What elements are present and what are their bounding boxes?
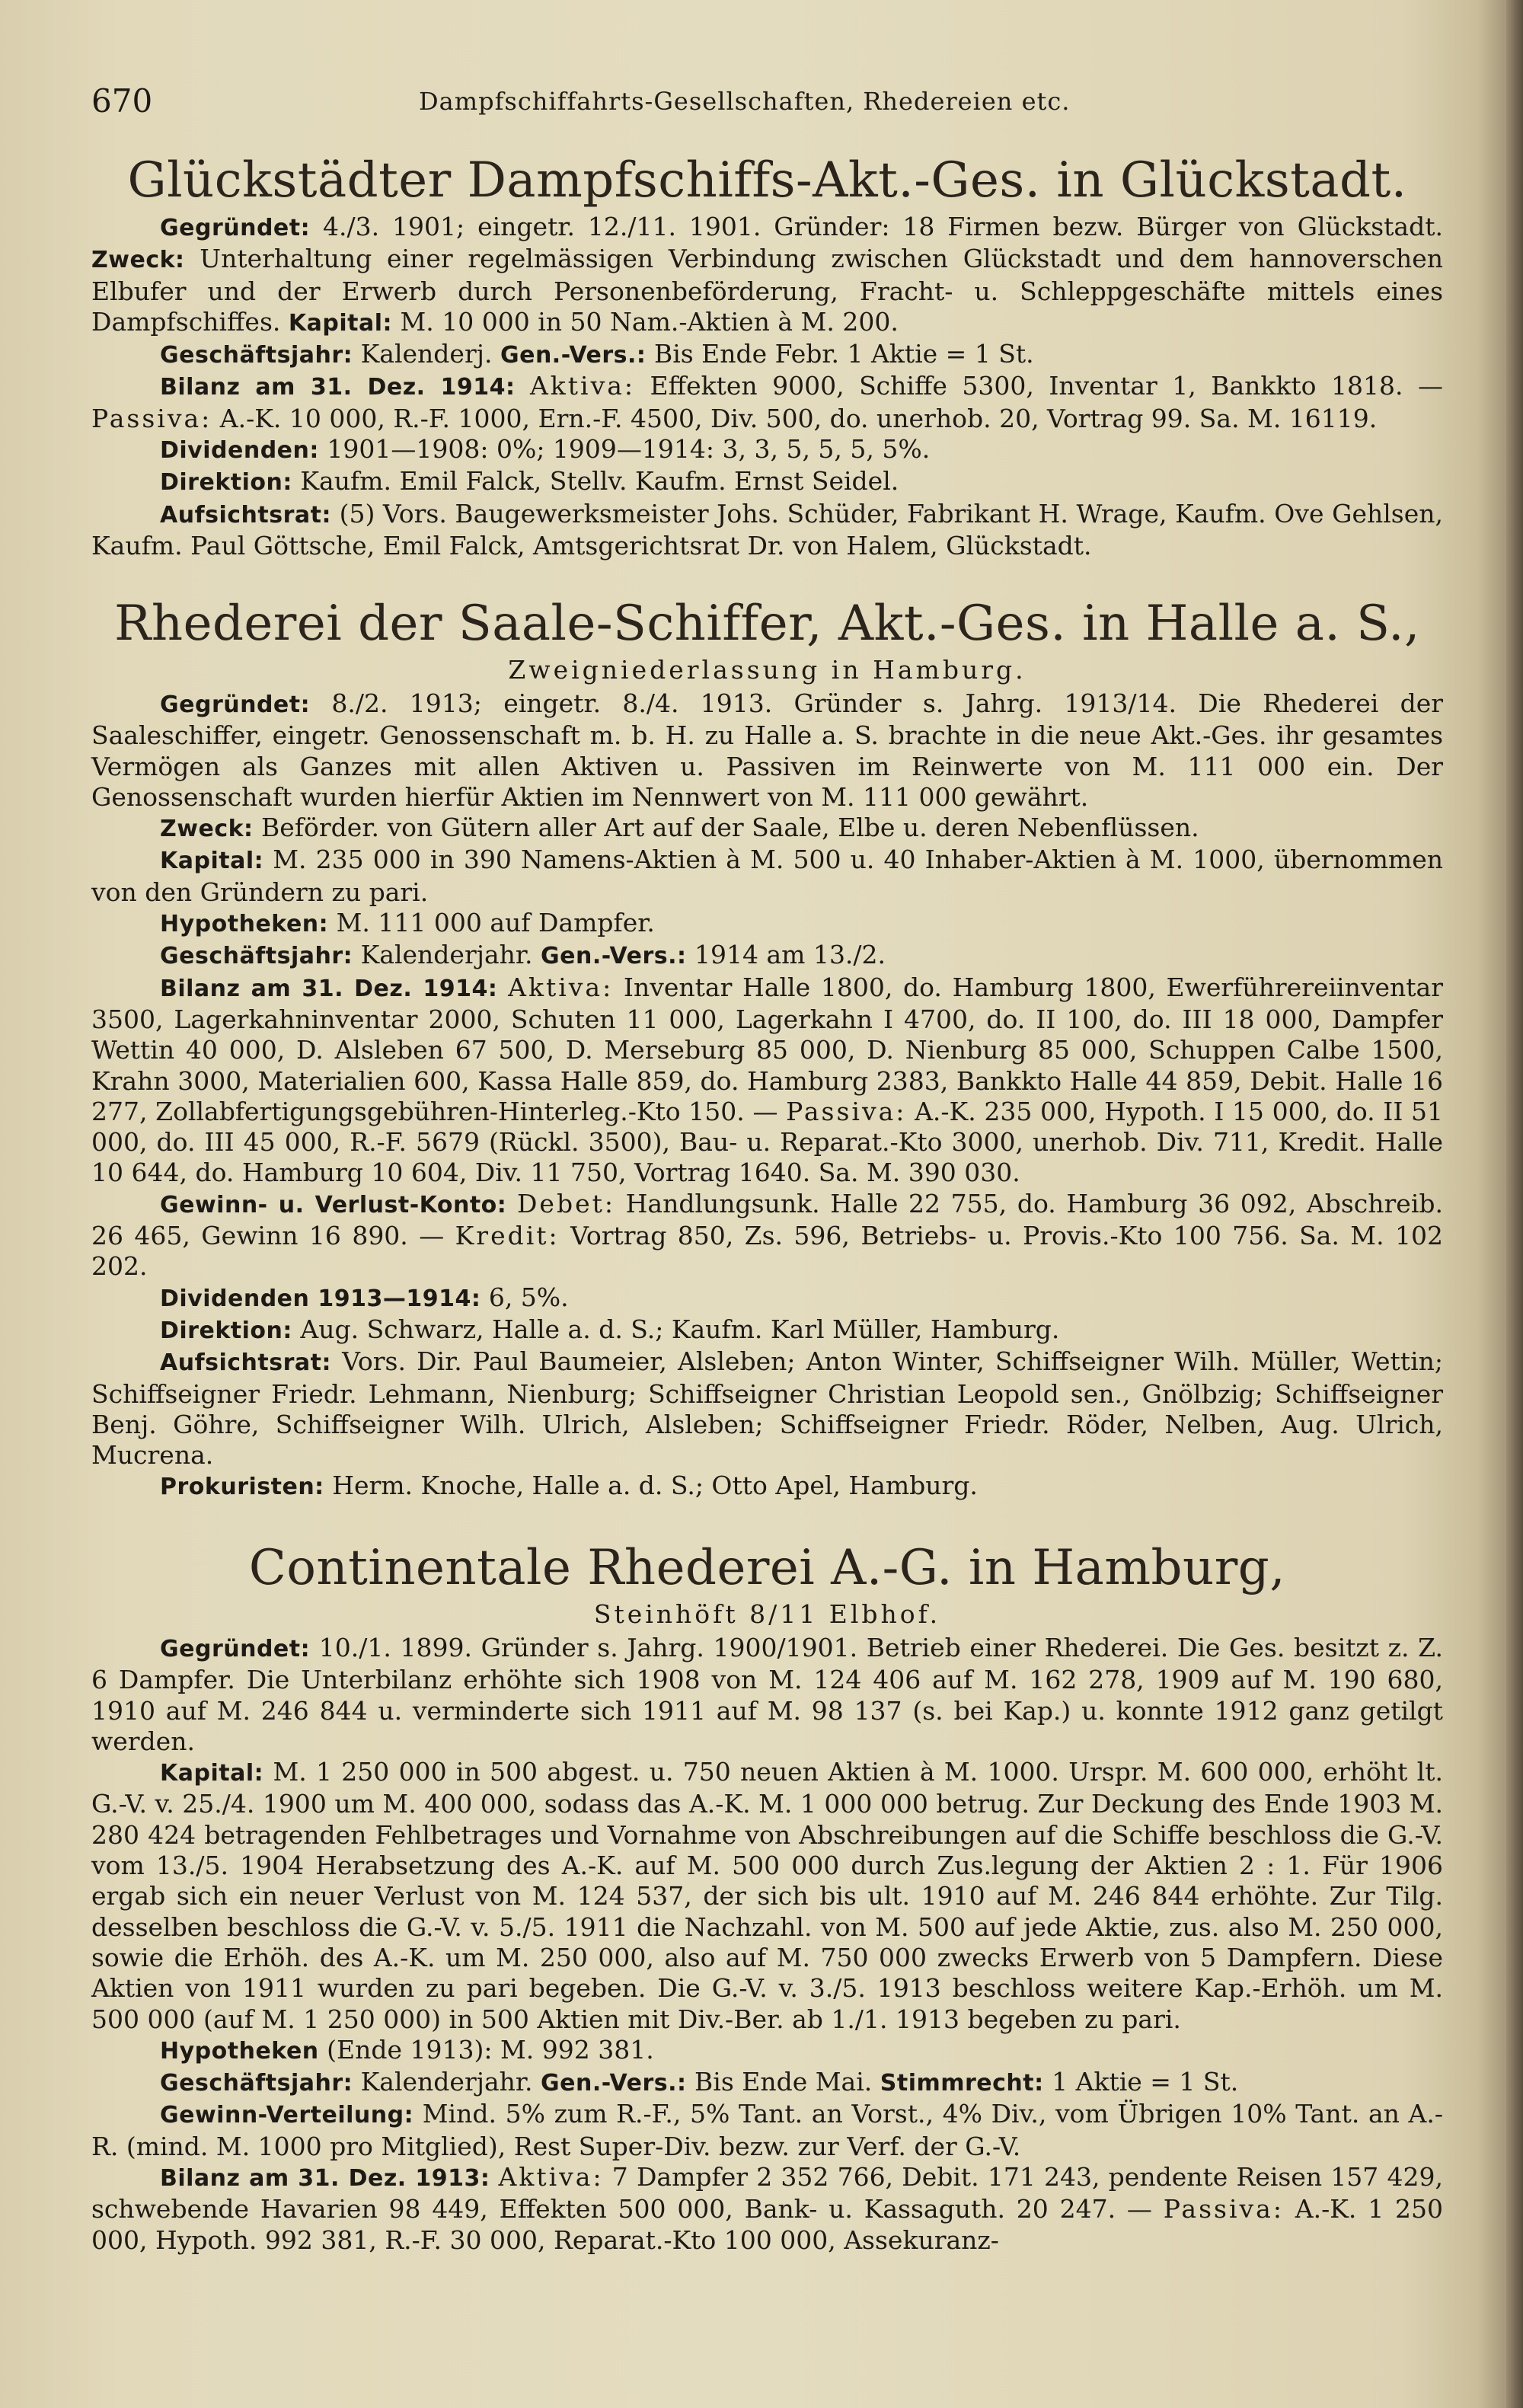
balance-label: Bilanz am 31. Dez. 1914:: [160, 975, 498, 1002]
assets-text: Effekten 9000, Schiffe 5300, Inventar 1, Bankkto 1818. —: [650, 371, 1443, 401]
liabilities-label: Passiva:: [91, 403, 212, 433]
page-number: 670: [91, 82, 153, 120]
credit-text: Vortrag 850, Zs. 596, Betriebs- u. Provis.-Kto 100 756. Sa. M. 102 202.: [91, 1221, 1443, 1282]
profit-loss-paragraph: [91, 1189, 1443, 1282]
fiscal-year-text: Kalenderj.: [360, 339, 493, 369]
liabilities-text: A.-K. 1 250 000, Hypoth. 992 381, R.-F. 30 000, Reparat.-Kto 100 000, Assekuranz-: [91, 2194, 1443, 2255]
assets-text: 7 Dampfer 2 352 766, Debit. 171 243, pendente Reisen 157 429, schwebende Havarien 98 449, Effekten 500 000, Bank- u. Kassaguth. 20 247. —: [91, 2162, 1443, 2224]
board-label: Direktion:: [160, 1317, 292, 1344]
entry-saale-schiffer: [91, 592, 1443, 1503]
dividends-paragraph: [91, 434, 1443, 466]
mortgage-text: M. 992 381.: [500, 2034, 654, 2065]
supervisory-label: Aufsichtsrat:: [160, 1349, 331, 1377]
founded-paragraph: [91, 688, 1443, 813]
purpose-paragraph: [91, 813, 1443, 845]
capital-paragraph: [91, 1757, 1443, 2035]
fiscal-paragraph: [91, 339, 1443, 371]
purpose-text: Beförder. von Gütern aller Art auf der Saale, Elbe u. deren Nebenflüssen.: [261, 813, 1199, 843]
profit-loss-label: Gewinn- u. Verlust-Konto:: [160, 1191, 507, 1218]
dividends-paragraph: [91, 1282, 1443, 1314]
general-meeting-text: 1914 am 13./2.: [694, 940, 886, 970]
mortgage-date: (Ende 1913):: [327, 2034, 493, 2065]
entry-continentale-rhederei: [91, 1537, 1443, 2256]
balance-paragraph: [91, 2162, 1443, 2256]
fiscal-year-label: Geschäftsjahr:: [160, 2070, 353, 2097]
dividends-label: Dividenden:: [160, 437, 319, 465]
supervisory-text: Vors. Dir. Paul Baumeier, Alsleben; Anton Winter, Schiffseigner Wilh. Müller, Wettin; Schiffseigner Friedr. Lehmann, Nienburg; Schiffseigner Christian Leopold sen., Gnölbzig; Schiffseigner Benj. Göhre, Schiffseigner Wilh. Ulrich, Alsleben; Schiffseigner Friedr. Röder, Nelben, Aug. Ulrich, Mucrena.: [91, 1346, 1443, 1471]
fiscal-year-text: Kalenderjahr.: [360, 940, 533, 970]
dividends-text: 1901—1908: 0%; 1909—1914: 3, 3, 5, 5, 5, 5%.: [327, 434, 931, 465]
board-paragraph: [91, 1314, 1443, 1346]
liabilities-text: A.-K. 10 000, R.-F. 1000, Ern.-F. 4500, Div. 500, do. unerhob. 20, Vortrag 99. Sa. M. 16119.: [219, 403, 1378, 433]
liabilities-label: Passiva:: [786, 1096, 907, 1126]
general-meeting-label: Gen.-Vers.:: [541, 2070, 687, 2097]
capital-text: M. 1 250 000 in 500 abgest. u. 750 neuen Aktien à M. 1000. Urspr. M. 600 000, erhöht lt. G.-V. v. 25./4. 1900 um M. 400 000, sodass das A.-K. M. 1 000 000 betrug. Zur Deckung des Ende 1903 M. 280 424 betragenden Fehlbetrages und Vornahme von Abschreibungen auf die Schiffe beschloss die G.-V. vom 13./5. 1904 Herabsetzung des A.-K. auf M. 500 000 durch Zus.legung der Aktien 2 : 1. Für 1906 ergab sich ein neuer Verlust von M. 124 537, der sich bis ult. 1910 auf M. 246 844 erhöhte. Zur Tilg. desselben beschloss die G.-V. v. 5./5. 1911 die Nachzahl. von M. 500 auf jede Aktie, zus. also M. 250 000, sowie die Erhöh. des A.-K. um M. 250 000, also auf M. 750 000 zwecks Erwerb von 5 Dampfern. Diese Aktien von 1911 wurden zu pari begeben. Die G.-V. v. 3./5. 1913 beschloss weitere Kap.-Erhöh. um M. 500 000 (auf M. 1 250 000) in 500 Aktien mit Div.-Ber. ab 1./1. 1913 begeben zu pari.: [91, 1757, 1443, 2034]
board-label: Direktion:: [160, 469, 292, 497]
balance-label: Bilanz am 31. Dez. 1914:: [160, 374, 516, 401]
balance-paragraph: Bilanz am 31. Dez. 1914: Aktiva: Inventar Halle 1800, do. Hamburg 1800, Ewerführereiinventar 3500, Lagerkahninventar 2000, Schuten 11 000, Lagerkahn I 4700, do. II 100, do. III 18 000, Dampfer Wettin 40 000, D. Alsleben 67 500, D. Merseburg 85 000, D. Nienburg 85 000, Schuppen Calbe 1500, Krahn 3000, Materialien 600, Kassa Halle 859, do. Hamburg 2383, Bankkto Halle 44 859, Debit. Halle 16 277, Zollabfertigungsgebühren-Hinterleg.-Kto 150. — Passiva: A.-K. 235 000, Hypoth. I 15 000, do. II 51 000, do. III 45 000, R.-F. 5679 (Rückl. 3500), Bau- u. Reparat.-Kto 3000, unerhob. Div. 711, Kredit. Halle 10 644, do. Hamburg 10 604, Div. 11 750, Vortrag 1640. Sa. M. 390 030.: [91, 972, 1444, 1188]
authorized-officers-text: Herm. Knoche, Halle a. d. S.; Otto Apel, Hamburg.: [332, 1471, 978, 1501]
fiscal-paragraph: [91, 940, 1443, 972]
general-meeting-label: Gen.-Vers.:: [541, 943, 687, 970]
fiscal-year-label: Geschäftsjahr:: [160, 342, 353, 369]
founded-text: 8./2. 1913; eingetr. 8./4. 1913. Gründer s. Jahrg. 1913/14. Die Rhederei der Saaleschiffer, eingetr. Genossenschaft m. b. H. zu Halle a. S. brachte in die neue Akt.-Ges. ihr gesamtes Vermögen als Ganzes mit allen Aktiven u. Passiven im Reinwerte von M. 111 000 ein. Der Genossenschaft wurden hierfür Aktien im Nennwert von M. 111 000 gewährt.: [91, 688, 1443, 812]
purpose-text: Unterhaltung einer regelmässigen Verbindung zwischen Glückstadt und dem hannoverschen Elbufer und der Erwerb durch Personenbeförderung, Fracht- u. Schleppgeschäfte mittels eines Dampfschiffes.: [91, 244, 1443, 337]
founded-label: Gegründet:: [160, 691, 311, 718]
general-meeting-label: Gen.-Vers.:: [500, 342, 647, 369]
running-title: Dampfschiffahrts-Gesellschaften, Rhedereien etc.: [419, 87, 1071, 116]
entry-glueckstaedter: [91, 149, 1443, 561]
purpose-label: Zweck:: [91, 247, 185, 274]
assets-label: Aktiva:: [508, 972, 614, 1002]
founded-label: Gegründet:: [160, 1636, 311, 1662]
page-header: [91, 82, 1443, 128]
capital-label: Kapital:: [160, 848, 264, 875]
authorized-officers-paragraph: [91, 1471, 1443, 1503]
page-edge-shadow: [1506, 0, 1523, 2408]
mortgage-label: Hypotheken:: [160, 911, 329, 938]
fiscal-year-text: Kalenderjahr.: [360, 2067, 533, 2097]
mortgage-paragraph: [91, 908, 1443, 940]
founded-paragraph: [91, 1633, 1443, 1757]
mortgage-paragraph: [91, 2035, 1443, 2067]
general-meeting-text: Bis Ende Febr. 1 Aktie = 1 St.: [653, 339, 1034, 369]
liabilities-label: Passiva:: [1163, 2194, 1284, 2224]
voting-right-label: Stimmrecht:: [880, 2070, 1044, 2097]
entry-subtitle: Zweigniederlassung in Hamburg.: [508, 655, 1027, 685]
capital-label: Kapital:: [288, 309, 393, 337]
debit-text: Handlungsunk. Halle 22 755, do. Hamburg 36 092, Abschreib. 26 465, Gewinn 16 890. —: [91, 1188, 1443, 1251]
board-text: Aug. Schwarz, Halle a. d. S.; Kaufm. Karl Müller, Hamburg.: [300, 1314, 1060, 1344]
founded-paragraph: [91, 212, 1443, 339]
mortgage-label: Hypotheken: [160, 2037, 319, 2065]
supervisory-text: (5) Vors. Baugewerksmeister Johs. Schüder, Fabrikant H. Wrage, Kaufm. Ove Gehlsen, Kaufm. Paul Göttsche, Emil Falck, Amtsgerichtsrat Dr. von Halem, Glückstadt.: [91, 498, 1444, 560]
authorized-officers-label: Prokuristen:: [160, 1474, 324, 1501]
supervisory-paragraph: [91, 1346, 1443, 1471]
voting-right-text: 1 Aktie = 1 St.: [1052, 2067, 1239, 2097]
credit-label: Kredit:: [455, 1221, 560, 1251]
capital-label: Kapital:: [160, 1760, 264, 1787]
fiscal-year-label: Geschäftsjahr:: [160, 943, 353, 970]
balance-paragraph: [91, 371, 1443, 434]
capital-text: M. 10 000 in 50 Nam.-Aktien à M. 200.: [400, 306, 899, 337]
supervisory-paragraph: [91, 499, 1443, 562]
entry-title: Glückstädter Dampfschiffs-Akt.-Ges. in Glückstadt.: [127, 152, 1407, 209]
assets-text: Inventar Halle 1800, do. Hamburg 1800, Ewerführereiinventar 3500, Lagerkahninventar 2000, Schuten 11 000, Lagerkahn I 4700, do. II 100, do. III 18 000, Dampfer Wettin 40 000, D. Alsleben 67 500, D. Merseburg 85 000, D. Nienburg 85 000, Schuppen Calbe 1500, Krahn 3000, Materialien 600, Kassa Halle 859, do. Hamburg 2383, Bankkto Halle 44 859, Debit. Halle 16 277, Zollabfertigungsgebühren-Hinterleg.-Kto 150.: [91, 972, 1444, 1126]
assets-label: Aktiva:: [498, 2162, 604, 2192]
founded-label: Gegründet:: [160, 215, 311, 241]
founded-text: 10./1. 1899. Gründer s. Jahrg. 1900/1901. Betrieb einer Rhederei. Die Ges. besitzt z. Z. 6 Dampfer. Die Unterbilanz erhöhte sich 1908 von M. 124 406 auf M. 162 278, 1909 auf M. 190 680, 1910 auf M. 246 844 u. verminderte sich 1911 auf M. 98 137 (s. bei Kap.) u. konnte 1912 ganz getilgt werden.: [91, 1633, 1443, 1756]
entry-title: Rhederei der Saale-Schiffer, Akt.-Ges. in Halle a. S.,: [114, 596, 1420, 652]
board-text: Kaufm. Emil Falck, Stellv. Kaufm. Ernst Seidel.: [300, 466, 899, 497]
capital-text: M. 235 000 in 390 Namens-Aktien à M. 500 u. 40 Inhaber-Aktien à M. 1000, übernommen von den Gründern zu pari.: [91, 845, 1443, 907]
balance-label: Bilanz am 31. Dez. 1913:: [160, 2165, 490, 2192]
debit-label: Debet:: [516, 1188, 615, 1218]
entry-subtitle: Steinhöft 8/11 Elbhof.: [593, 1599, 941, 1629]
founded-text: 4./3. 1901; eingetr. 12./11. 1901. Gründer: 18 Firmen bezw. Bürger von Glückstadt.: [323, 212, 1443, 241]
mortgage-text: M. 111 000 auf Dampfer.: [336, 908, 655, 938]
profit-distribution-paragraph: [91, 2099, 1443, 2162]
dividends-text: 6, 5%.: [488, 1282, 569, 1312]
capital-paragraph: [91, 845, 1443, 908]
purpose-label: Zweck:: [160, 816, 254, 843]
entry-title: Continentale Rhederei A.-G. in Hamburg,: [248, 1540, 1286, 1596]
profit-distribution-label: Gewinn-Verteilung:: [160, 2102, 414, 2129]
assets-label: Aktiva:: [529, 371, 636, 401]
general-meeting-text: Bis Ende Mai.: [694, 2067, 873, 2097]
liabilities-text: A.-K. 235 000, Hypoth. I 15 000, do. II 51 000, do. III 45 000, R.-F. 5679 (Rückl. 3500), Bau- u. Reparat.-Kto 3000, unerhob. Div. 711, Kredit. Halle 10 644, do. Hamburg 10 604, Div. 11 750, Vortrag 1640. Sa. M. 390 030.: [91, 1096, 1444, 1188]
profit-distribution-text: Mind. 5% zum R.-F., 5% Tant. an Vorst., 4% Div., vom Übrigen 10% Tant. an A.-R. (mind. M. 1000 pro Mitglied), Rest Super-Div. bezw. zur Verf. der G.-V.: [91, 2099, 1443, 2161]
supervisory-label: Aufsichtsrat:: [160, 501, 331, 529]
board-paragraph: [91, 466, 1443, 498]
fiscal-paragraph: [91, 2067, 1443, 2099]
dividends-label: Dividenden 1913—1914:: [160, 1285, 481, 1312]
